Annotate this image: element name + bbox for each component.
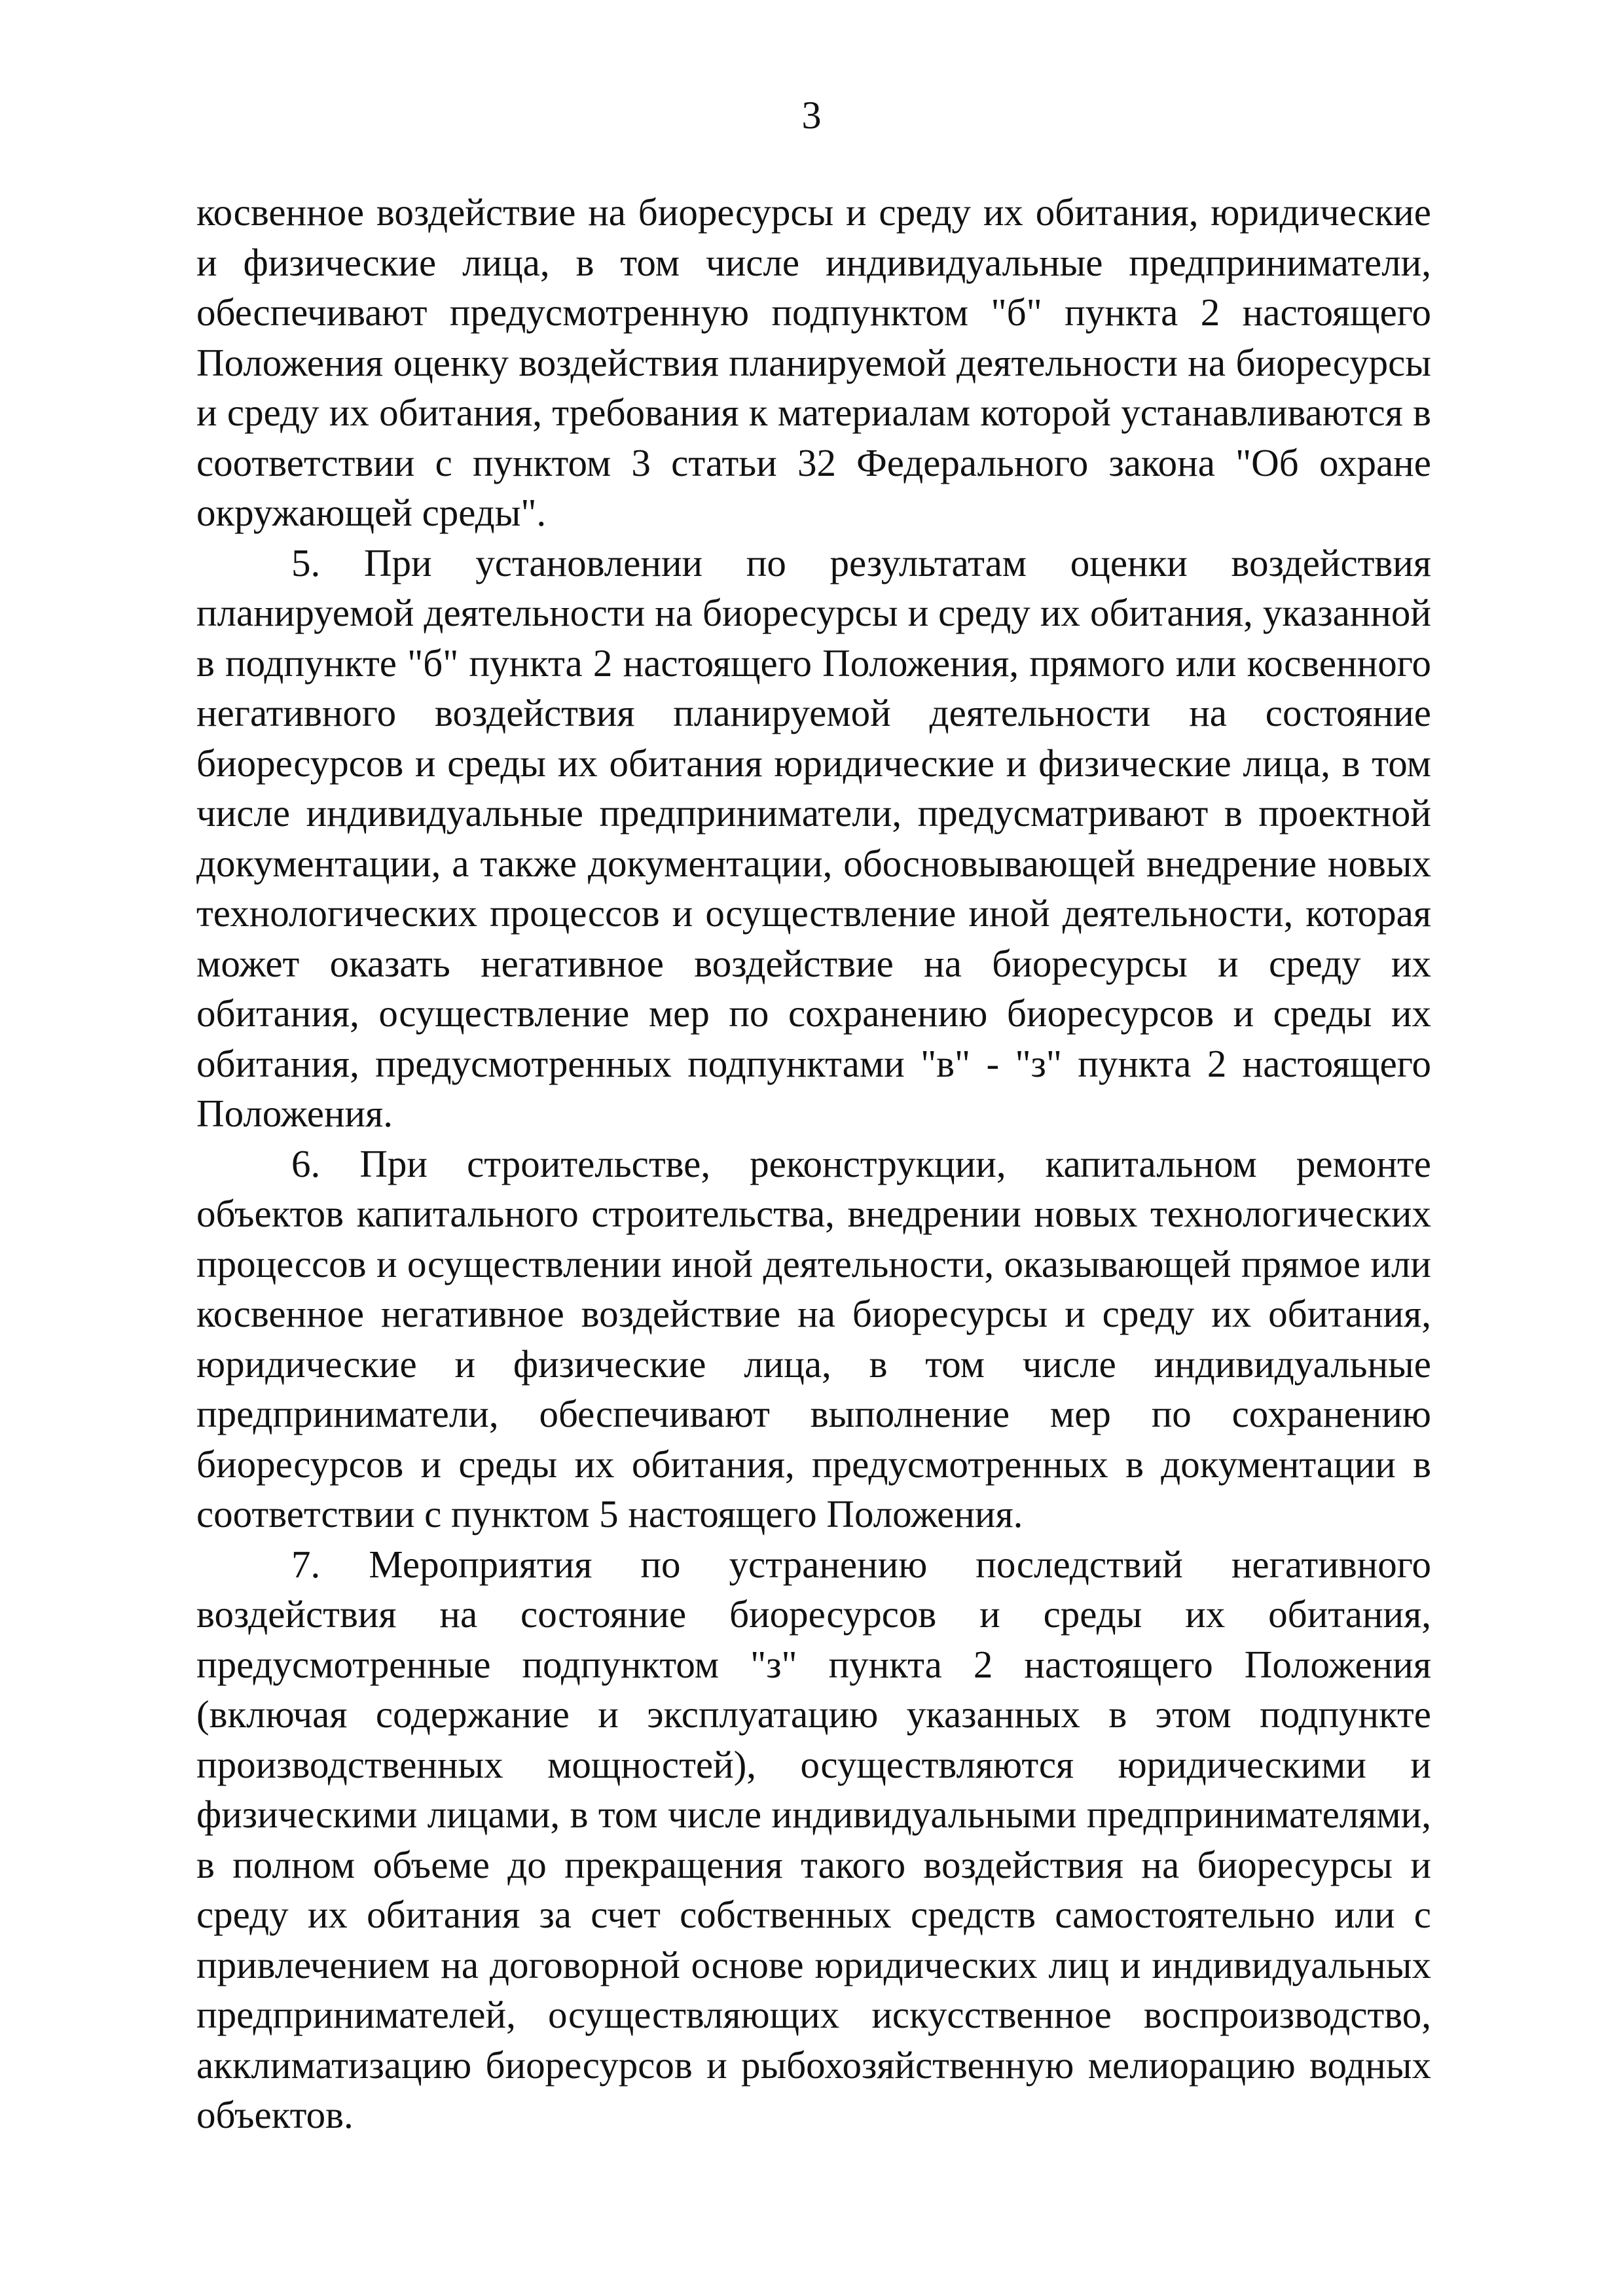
paragraph-item-7: 7. Мероприятия по устранению последствий негативного воздействия на состояние биоресурсов и среды их обитания, предусмотренные подпунктом "з" пункта 2 настоящего Положения (включая содержание и эксплуатацию указанных в этом подпункте производственных мощностей), осуществляются юридическими и физическими лицами, в том числе индивидуальными предпринимателями, в полном объеме до прекращения такого воздействия на биоресурсы и среду их обитания за счет собственных средств самостоятельно или с привлечением на договорной основе юридических лиц и индивидуальных предпринимателей, осуществляющих искусственное воспроизводство, акклиматизацию биоресурсов и рыбохозяйственную мелиорацию водных объектов. <box>196 1542 1431 2136</box>
paragraph-item-6: 6. При строительстве, реконструкции, капитальном ремонте объектов капитального строительства, внедрении новых технологических процессов и осуществлении иной деятельности, оказывающей прямое или косвенное негативное воздействие на биоресурсы и среду их обитания, юридические и физические лица, в том числе индивидуальные предприниматели, обеспечивают выполнение мер по сохранению биоресурсов и среды их обитания, предусмотренных в документации в соответствии с пунктом 5 настоящего Положения. <box>196 1141 1431 1535</box>
paragraph-item-5: 5. При установлении по результатам оценки воздействия планируемой деятельности на биоресурсы и среду их обитания, указанной в подпункте "б" пункта 2 настоящего Положения, прямого или косвенного негативного воздействия планируемой деятельности на состояние биоресурсов и среды их обитания юридические и физические лица, в том числе индивидуальные предприниматели, предусматривают в проектной документации, а также документации, обосновывающей внедрение новых технологических процессов и осуществление иной деятельности, которая может оказать негативное воздействие на биоресурсы и среду их обитания, осуществление мер по сохранению биоресурсов и среды их обитания, предусмотренных подпунктами "в" - "з" пункта 2 настоящего Положения. <box>196 541 1431 1135</box>
document-body <box>196 187 1431 2140</box>
page-number: 3 <box>801 94 822 137</box>
paragraph-continuation: косвенное воздействие на биоресурсы и среду их обитания, юридические и физические лица, в том числе индивидуальные предприниматели, обеспечивают предусмотренную подпунктом "б" пункта 2 настоящего Положения оценку воздействия планируемой деятельности на биоресурсы и среду их обитания, требования к материалам которой устанавливаются в соответствии с пунктом 3 статьи 32 Федерального закона "Об охране окружающей среды". <box>196 190 1431 534</box>
